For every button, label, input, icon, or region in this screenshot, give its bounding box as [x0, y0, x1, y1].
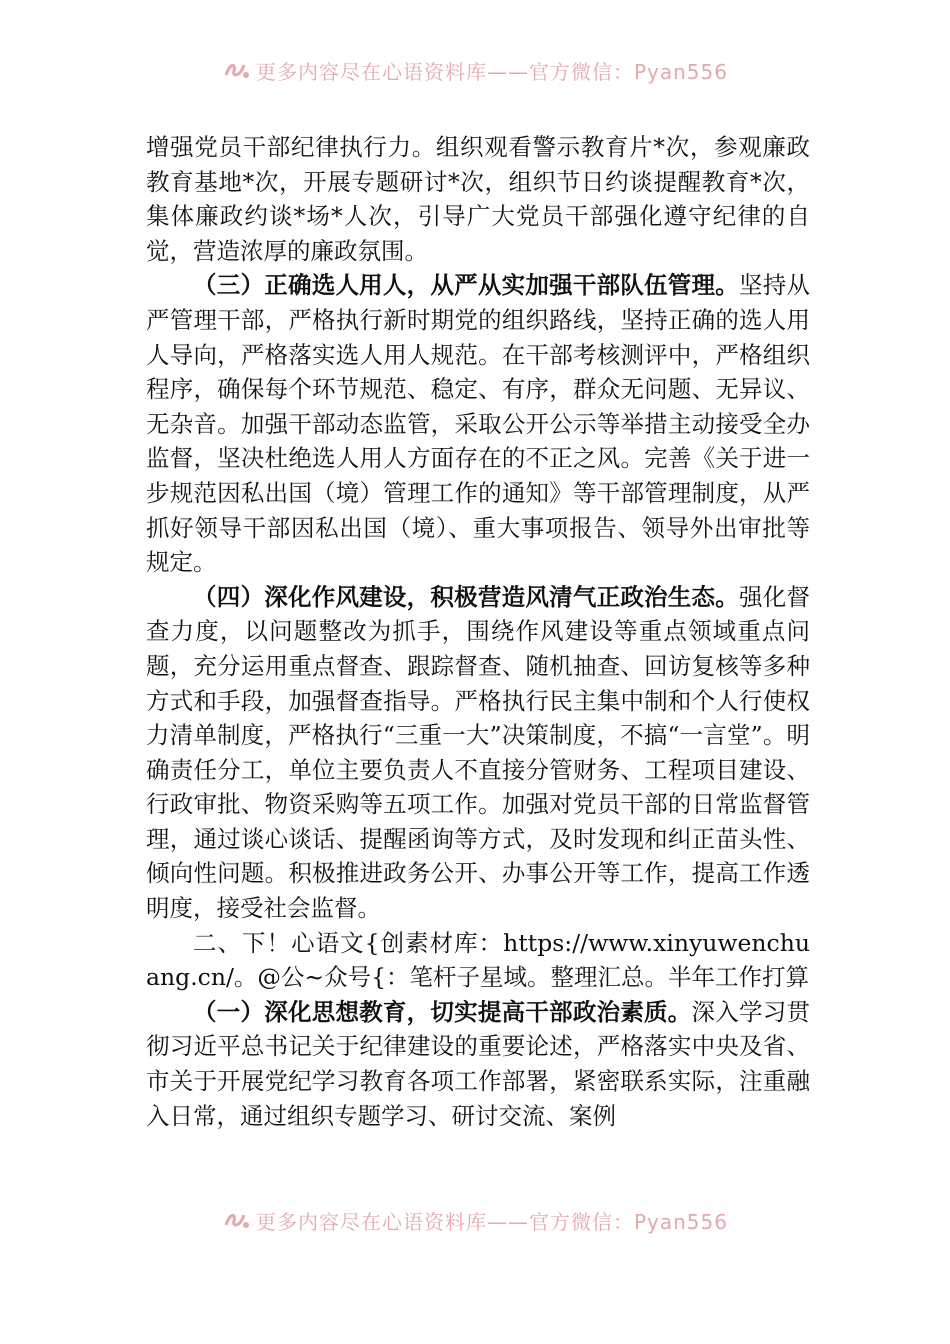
paragraph-text: 增强党员干部纪律执行力。组织观看警示教育片*次，参观廉政教育基地*次，开展专题研讨*次，组织节日约谈提醒教育*次，集体廉政约谈*场*人次，引导广大党员干部强化遵守纪律的自觉，营造浓厚的廉政氛围。 — [146, 133, 810, 265]
paragraph — [146, 268, 810, 579]
logo-icon — [222, 1209, 252, 1231]
paragraph — [146, 926, 810, 995]
paragraph-text: 坚持从严管理干部，严格执行新时期党的组织路线，坚持正确的选人用人导向，严格落实选人用人规范。在干部考核测评中，严格组织程序，确保每个环节规范、稳定、有序，群众无问题、无异议、无杂音。加强干部动态监管，采取公开公示等举措主动接受全办监督，坚决杜绝选人用人方面存在的不正之风。完善《关于进一步规范因私出国（境）管理工作的通知》等干部管理制度，从严抓好领导干部因私出国（境）、重大事项报告、领导外出审批等规定。 — [146, 271, 811, 577]
paragraph-text: 二、下！心语文{创素材库：https://www.xinyuwenchuang.cn/。@公~众号{：笔杆子星域。整理汇总。半年工作打算 — [146, 928, 810, 992]
section-heading: （四）深化作风建设，积极营造风清气正政治生态。 — [193, 582, 740, 611]
paragraph-text: 深入学习贯彻习近平总书记关于纪律建设的重要论述，严格落实中央及省、市关于开展党纪学习教育各项工作部署，紧密联系实际，注重融入日常，通过组织专题学习、研讨交流、案例 — [146, 997, 811, 1130]
paragraph-text: 强化督查力度，以问题整改为抓手，围绕作风建设等重点领域重点问题，充分运用重点督查、跟踪督查、随机抽查、回访复核等多种方式和手段，加强督查指导。严格执行民主集中制和个人行使权力清单制度，严格执行“三重一大”决策制度，不搞“一言堂”。明确责任分工，单位主要负责人不直接分管财务、工程项目建设、行政审批、物资采购等五项工作。加强对党员干部的日常监督管理，通过谈心谈话、提醒函询等方式，及时发现和纠正苗头性、倾向性问题。积极推进政务公开、办事公开等工作，提高工作透明度，接受社会监督。 — [146, 582, 811, 923]
paragraph — [146, 995, 810, 1133]
watermark-text: 更多内容尽在心语资料库——官方微信：Pyan556 — [255, 59, 728, 84]
watermark-text: 更多内容尽在心语资料库——官方微信：Pyan556 — [255, 1209, 728, 1234]
section-heading: （三）正确选人用人，从严从实加强干部队伍管理。 — [193, 271, 740, 300]
watermark-footer — [0, 1202, 950, 1238]
logo-icon — [222, 59, 252, 81]
section-heading: （一）深化思想教育，切实提高干部政治素质。 — [193, 997, 692, 1026]
paragraph — [146, 580, 810, 926]
paragraph — [146, 130, 810, 268]
document-body — [146, 130, 810, 1133]
watermark-header — [0, 52, 950, 88]
